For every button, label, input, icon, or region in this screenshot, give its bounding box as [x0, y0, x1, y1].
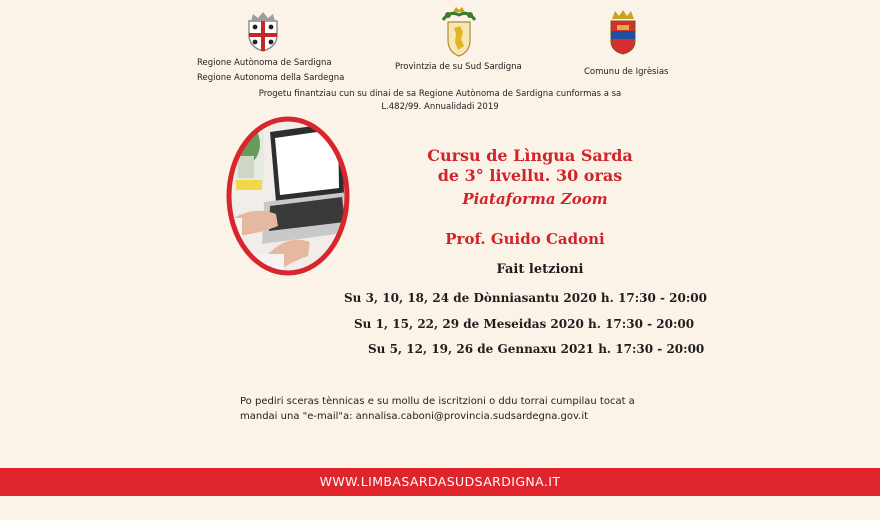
course-platform: Piataforma Zoom	[462, 190, 608, 208]
sardegna-coat-of-arms-icon	[245, 11, 281, 53]
contact-note	[240, 394, 670, 424]
contact-line1: Po pediri sceras tènnicas e su mollu de iscritzioni o ddu torrai cumpilau tocat a	[240, 396, 635, 407]
iglesias-coat-of-arms-icon	[608, 9, 638, 55]
funding-note	[0, 88, 880, 114]
lessons-heading: Fait letzioni	[496, 262, 584, 277]
provincia-label: Provìntzia de su Sud Sardigna	[395, 62, 522, 72]
provincia-emblem-icon	[440, 6, 478, 58]
footer-banner	[0, 468, 880, 496]
schedule-row: Su 1, 15, 22, 29 de Meseidas 2020 h. 17:30 - 20:00	[354, 317, 695, 331]
iglesias-label: Comunu de Igrèsias	[584, 67, 669, 77]
website-link[interactable]: WWW.LIMBASARDASUDSARDIGNA.IT	[319, 474, 561, 489]
course-title-line2: de 3° livellu. 30 oras	[437, 166, 623, 185]
sardegna-label-sardinian: Regione Autònoma de Sardigna	[197, 58, 332, 68]
schedule-row: Su 5, 12, 19, 26 de Gennaxu 2021 h. 17:30 - 20:00	[368, 342, 705, 356]
course-title	[400, 146, 660, 186]
funding-note-line1: Progetu finantziau cun su dinai de sa Regione Autònoma de Sardigna cunformas a sa	[258, 89, 622, 99]
laptop-photo	[224, 114, 352, 278]
course-teacher: Prof. Guido Cadoni	[445, 230, 605, 248]
contact-line2[interactable]: mandai una "e-mail"a: annalisa.caboni@provincia.sudsardegna.gov.it	[240, 411, 589, 422]
funding-note-line2: L.482/99. Annualidadi 2019	[381, 102, 499, 112]
sardegna-label-italian: Regione Autonoma della Sardegna	[197, 73, 345, 83]
course-title-line1: Cursu de Lìngua Sarda	[427, 146, 633, 165]
schedule-row: Su 3, 10, 18, 24 de Dònniasantu 2020 h. 17:30 - 20:00	[344, 291, 708, 305]
